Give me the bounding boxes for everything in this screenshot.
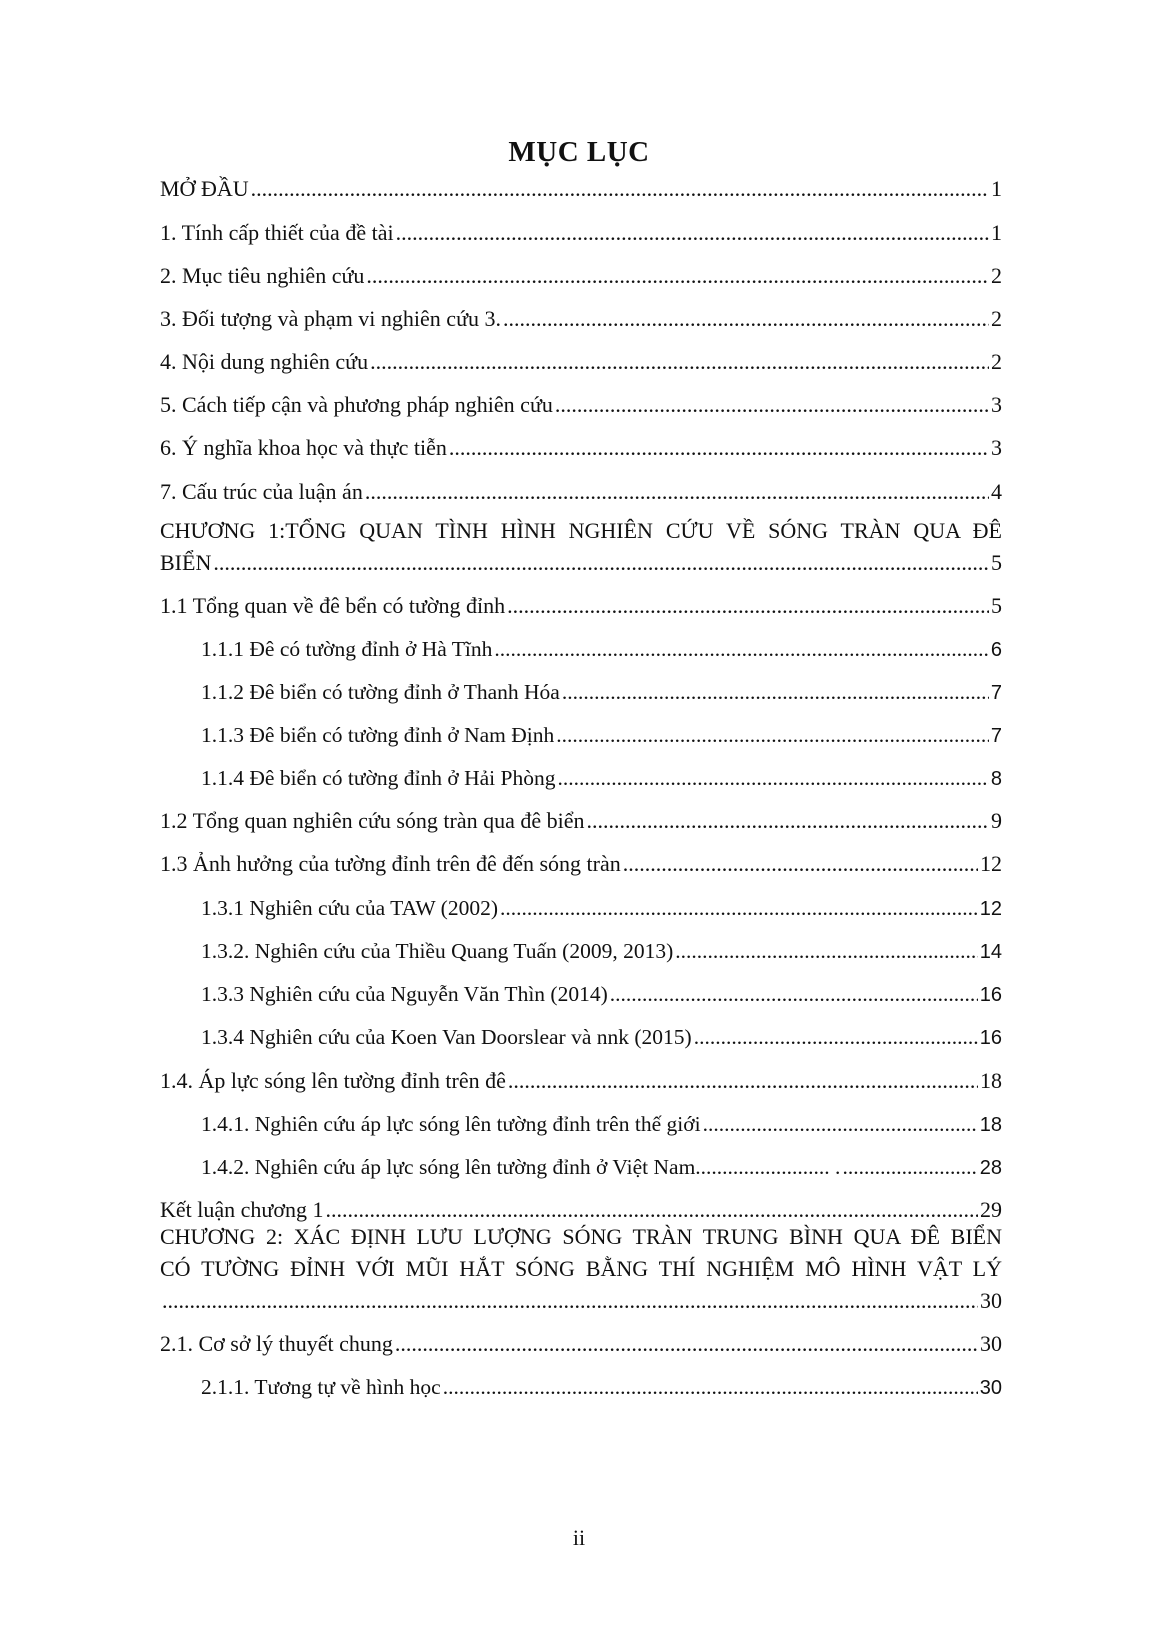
toc-entry-page: 1 xyxy=(991,176,1002,201)
toc-entry-page: 3 xyxy=(991,435,1002,460)
toc-entry-page: 5 xyxy=(991,550,1002,575)
toc-entry-row xyxy=(160,349,1002,375)
toc-entry[interactable] xyxy=(160,349,1002,375)
toc-entry-label: 1.2 Tổng quan nghiên cứu sóng tràn qua đê biển xyxy=(160,808,585,833)
toc-title: MỤC LỤC xyxy=(508,136,650,168)
toc-entry[interactable] xyxy=(160,1197,1002,1223)
toc-entry[interactable] xyxy=(160,220,1002,246)
toc-subentry[interactable] xyxy=(201,636,1002,663)
toc-subentry[interactable] xyxy=(201,1374,1002,1401)
dot-leader xyxy=(449,435,989,461)
dot-leader xyxy=(508,1068,978,1094)
dot-leader xyxy=(507,593,989,619)
toc-entry-page: 2 xyxy=(991,349,1002,374)
page-number: ii xyxy=(572,1525,586,1550)
toc-subentry[interactable] xyxy=(201,981,1002,1008)
toc-entry-page: 8 xyxy=(990,768,1002,790)
toc-entry[interactable] xyxy=(160,392,1002,418)
toc-entry-page: 14 xyxy=(979,941,1002,963)
toc-entry-label: 2. Mục tiêu nghiên cứu xyxy=(160,263,365,288)
toc-entry-page: 12 xyxy=(979,898,1002,920)
toc-entry-label: 2.1. Cơ sở lý thuyết chung xyxy=(160,1331,393,1356)
dot-leader xyxy=(842,1154,977,1180)
toc-entry-label: 1.4. Áp lực sóng lên tường đỉnh trên đê xyxy=(160,1068,506,1093)
toc-entry[interactable] xyxy=(160,263,1002,289)
toc-entry[interactable] xyxy=(160,1331,1002,1357)
toc-entry-page: 16 xyxy=(979,1027,1002,1049)
toc-entry-label: 1.3.4 Nghiên cứu của Koen Van Doorslear và nnk (2015) xyxy=(201,1025,692,1049)
toc-entry[interactable] xyxy=(160,851,1002,877)
toc-entry-label: 1.1.4 Đê biển có tường đỉnh ở Hải Phòng xyxy=(201,766,556,790)
toc-entry-label: 1.1.1 Đê có tường đỉnh ở Hà Tĩnh xyxy=(201,637,493,661)
toc-entry[interactable] xyxy=(160,306,1002,332)
toc-entry-label: 1.4.2. Nghiên cứu áp lực sóng lên tường đỉnh ở Việt Nam......................... . xyxy=(201,1155,841,1179)
toc-entry-label: 1.1 Tổng quan về đê bển có tường đỉnh xyxy=(160,593,506,618)
dot-leader xyxy=(675,938,977,964)
toc-entry-page: 16 xyxy=(979,984,1002,1006)
toc-entry-heading-line: CÓ TƯỜNG ĐỈNH VỚI MŨI HẮT SÓNG BẰNG THÍ NGHIỆM MÔ HÌNH VẬT LÝ xyxy=(160,1256,1002,1281)
toc-entry-row xyxy=(201,722,1002,749)
toc-entry[interactable] xyxy=(160,593,1002,619)
toc-entry-row xyxy=(160,479,1002,505)
toc-entry-row xyxy=(160,1197,1002,1223)
toc-entry[interactable] xyxy=(160,518,1002,576)
toc-entry[interactable] xyxy=(160,435,1002,461)
toc-subentry[interactable] xyxy=(201,679,1002,706)
toc-entry-page: 12 xyxy=(980,851,1002,876)
toc-subentry[interactable] xyxy=(201,722,1002,749)
toc-entry-row xyxy=(160,176,1002,202)
dot-leader xyxy=(557,765,988,791)
dot-leader xyxy=(694,1024,978,1050)
dot-leader xyxy=(503,306,989,332)
toc-subentry[interactable] xyxy=(201,1024,1002,1051)
toc-entry-label: 2.1.1. Tương tự về hình học xyxy=(201,1375,441,1399)
toc-entry-row xyxy=(160,593,1002,619)
toc-entry-page: 18 xyxy=(979,1114,1002,1136)
dot-leader xyxy=(366,263,989,289)
dot-leader xyxy=(623,851,978,877)
toc-entry-label: 1.4.1. Nghiên cứu áp lực sóng lên tường đỉnh trên thế giới xyxy=(201,1112,701,1136)
dot-leader xyxy=(251,176,989,202)
toc-entry-label: 5. Cách tiếp cận và phương pháp nghiên cứu xyxy=(160,392,553,417)
toc-entry-row xyxy=(201,981,1002,1008)
dot-leader xyxy=(494,636,989,662)
toc-entry-label: 1.3 Ảnh hưởng của tường đỉnh trên đê đến sóng tràn xyxy=(160,851,621,876)
toc-entry-page: 6 xyxy=(990,639,1002,661)
toc-entry-row xyxy=(160,392,1002,418)
toc-entry-label: 7. Cấu trúc của luận án xyxy=(160,479,363,504)
dot-leader xyxy=(370,349,989,375)
toc-entry[interactable] xyxy=(160,479,1002,505)
toc-entry-label: MỞ ĐẦU xyxy=(160,176,249,201)
toc-subentry[interactable] xyxy=(201,765,1002,792)
toc-entry-label: Kết luận chương 1 xyxy=(160,1197,324,1222)
toc-entry-row xyxy=(160,851,1002,877)
dot-leader xyxy=(555,392,989,418)
dot-leader xyxy=(610,981,978,1007)
toc-entry-row xyxy=(160,1288,1002,1314)
toc-entry-label: 1.3.2. Nghiên cứu của Thiều Quang Tuấn (2009, 2013) xyxy=(201,939,674,963)
dot-leader xyxy=(556,722,989,748)
toc-entry-label: 1. Tính cấp thiết của đề tài xyxy=(160,220,394,245)
toc-entry-heading-line: CHƯƠNG 1:TỔNG QUAN TÌNH HÌNH NGHIÊN CỨU VỀ SÓNG TRÀN QUA ĐÊ xyxy=(160,518,1002,543)
dot-leader xyxy=(443,1374,978,1400)
toc-entry-page: 30 xyxy=(980,1331,1002,1356)
toc-entry-page: 3 xyxy=(991,392,1002,417)
toc-entry-row xyxy=(201,1154,1002,1181)
toc-entry-label: 1.1.2 Đê biển có tường đỉnh ở Thanh Hóa xyxy=(201,680,560,704)
toc-subentry[interactable] xyxy=(201,938,1002,965)
toc-entry-page: 2 xyxy=(991,263,1002,288)
toc-entry-page: 7 xyxy=(990,682,1002,704)
toc-entry-page: 9 xyxy=(991,808,1002,833)
toc-entry-heading-line: CHƯƠNG 2: XÁC ĐỊNH LƯU LƯỢNG SÓNG TRÀN TRUNG BÌNH QUA ĐÊ BIỂN xyxy=(160,1224,1002,1249)
toc-entry-page: 7 xyxy=(990,725,1002,747)
dot-leader xyxy=(213,550,989,576)
toc-entry-row xyxy=(201,636,1002,663)
toc-entry-label: 6. Ý nghĩa khoa học và thực tiễn xyxy=(160,435,447,460)
toc-entry-row xyxy=(201,938,1002,965)
toc-entry[interactable] xyxy=(160,1068,1002,1094)
toc-entry-label: 4. Nội dung nghiên cứu xyxy=(160,349,369,374)
toc-entry-row xyxy=(160,1068,1002,1094)
dot-leader xyxy=(365,479,989,505)
toc-subentry[interactable] xyxy=(201,1154,1002,1181)
toc-entry-label: 1.1.3 Đê biển có tường đỉnh ở Nam Định xyxy=(201,723,555,747)
toc-entry-label: 1.3.3 Nghiên cứu của Nguyễn Văn Thìn (2014) xyxy=(201,982,608,1006)
toc-entry-page: 28 xyxy=(979,1157,1002,1179)
toc-entry-row xyxy=(160,220,1002,246)
dot-leader xyxy=(587,808,989,834)
toc-entry-row xyxy=(201,895,1002,922)
toc-entry-row xyxy=(201,1374,1002,1401)
toc-subentry[interactable] xyxy=(201,895,1002,922)
toc-entry-row xyxy=(201,1024,1002,1051)
dot-leader xyxy=(703,1111,978,1137)
toc-entry-page: 30 xyxy=(980,1288,1002,1313)
toc-entry-page: 29 xyxy=(980,1197,1002,1222)
toc-entry-row xyxy=(201,679,1002,706)
dot-leader xyxy=(562,679,989,705)
toc-entry-label: 3. Đối tượng và phạm vi nghiên cứu 3. xyxy=(160,306,501,331)
dot-leader xyxy=(325,1197,978,1223)
toc-entry[interactable] xyxy=(160,1224,1002,1314)
toc-entry-row xyxy=(160,435,1002,461)
toc-entry-row xyxy=(201,765,1002,792)
dot-leader xyxy=(396,220,989,246)
toc-entry-page: 5 xyxy=(991,593,1002,618)
toc-entry-row xyxy=(160,808,1002,834)
toc-entry-row xyxy=(160,306,1002,332)
toc-entry-page: 4 xyxy=(991,479,1002,504)
dot-leader xyxy=(395,1331,978,1357)
toc-entry-row xyxy=(201,1111,1002,1138)
dot-leader xyxy=(500,895,978,921)
toc-entry-page: 30 xyxy=(979,1377,1002,1399)
toc-entry[interactable] xyxy=(160,808,1002,834)
toc-entry[interactable] xyxy=(160,176,1002,202)
toc-entry-row xyxy=(160,1331,1002,1357)
toc-entry-label: BIỂN xyxy=(160,550,212,575)
toc-subentry[interactable] xyxy=(201,1111,1002,1138)
toc-entry-page: 2 xyxy=(991,306,1002,331)
toc-entry-page: 18 xyxy=(980,1068,1002,1093)
dot-leader xyxy=(162,1288,978,1314)
toc-entry-page: 1 xyxy=(991,220,1002,245)
toc-entry-row xyxy=(160,550,1002,576)
toc-entry-row xyxy=(160,263,1002,289)
toc-entry-label: 1.3.1 Nghiên cứu của TAW (2002) xyxy=(201,896,499,920)
